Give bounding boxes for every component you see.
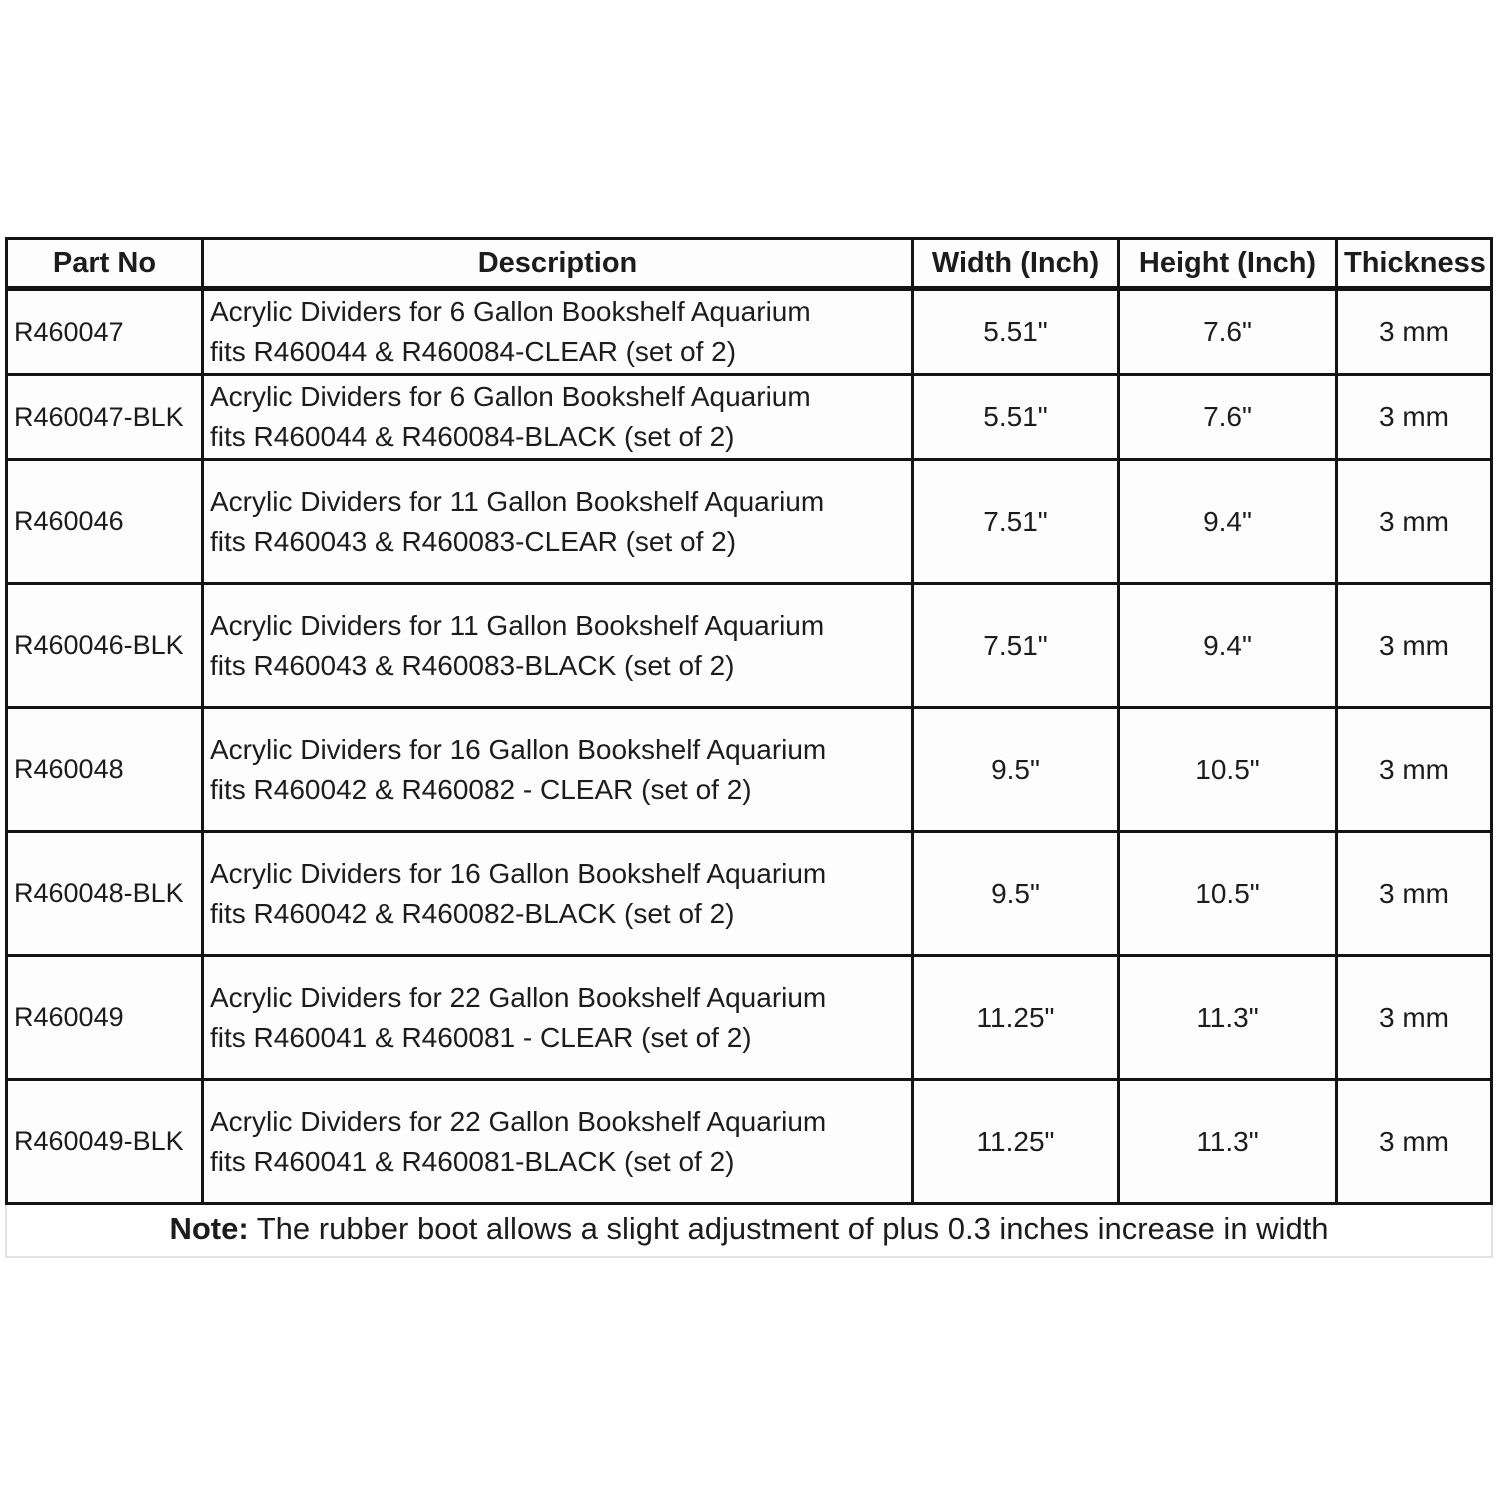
description-cell xyxy=(203,375,913,460)
part-no-cell: R460047 xyxy=(7,289,203,375)
description-line-1: Acrylic Dividers for 11 Gallon Bookshelf Aquarium xyxy=(210,609,825,641)
description-cell xyxy=(203,708,913,832)
height-cell: 7.6" xyxy=(1119,375,1337,460)
table-row xyxy=(7,956,1492,1080)
description-line-1: Acrylic Dividers for 22 Gallon Bookshelf Aquarium xyxy=(210,1105,827,1137)
height-cell: 9.4" xyxy=(1119,460,1337,584)
column-header-part-no: Part No xyxy=(7,239,203,289)
thickness-cell: 3 mm xyxy=(1337,956,1492,1080)
description-line-2: fits R460041 & R460081 - CLEAR (set of 2) xyxy=(210,1021,752,1053)
part-no-cell: R460049-BLK xyxy=(7,1080,203,1204)
note-label: Note: xyxy=(169,1211,249,1246)
description-cell xyxy=(203,956,913,1080)
spec-table-container xyxy=(5,237,1493,1258)
width-cell: 7.51" xyxy=(913,460,1119,584)
height-cell: 9.4" xyxy=(1119,584,1337,708)
height-cell: 10.5" xyxy=(1119,832,1337,956)
thickness-cell: 3 mm xyxy=(1337,375,1492,460)
description-line-1: Acrylic Dividers for 16 Gallon Bookshelf Aquarium xyxy=(210,857,827,889)
description-line-2: fits R460043 & R460083-CLEAR (set of 2) xyxy=(210,525,737,557)
table-row xyxy=(7,289,1492,375)
table-row xyxy=(7,375,1492,460)
thickness-cell: 3 mm xyxy=(1337,708,1492,832)
description-line-1: Acrylic Dividers for 22 Gallon Bookshelf Aquarium xyxy=(210,981,827,1013)
table-row xyxy=(7,832,1492,956)
description-cell xyxy=(203,289,913,375)
thickness-cell: 3 mm xyxy=(1337,832,1492,956)
height-cell: 11.3" xyxy=(1119,956,1337,1080)
description-line-1: Acrylic Dividers for 6 Gallon Bookshelf Aquarium xyxy=(210,296,811,328)
note-row xyxy=(5,1205,1493,1258)
width-cell: 5.51" xyxy=(913,289,1119,375)
description-cell xyxy=(203,584,913,708)
description-line-2: fits R460042 & R460082 - CLEAR (set of 2) xyxy=(210,773,752,805)
table-row xyxy=(7,584,1492,708)
part-no-cell: R460048-BLK xyxy=(7,832,203,956)
thickness-cell: 3 mm xyxy=(1337,584,1492,708)
width-cell: 9.5" xyxy=(913,708,1119,832)
description-cell xyxy=(203,1080,913,1204)
height-cell: 11.3" xyxy=(1119,1080,1337,1204)
table-row xyxy=(7,460,1492,584)
width-cell: 7.51" xyxy=(913,584,1119,708)
width-cell: 5.51" xyxy=(913,375,1119,460)
description-line-2: fits R460042 & R460082-BLACK (set of 2) xyxy=(210,897,735,929)
description-line-1: Acrylic Dividers for 16 Gallon Bookshelf Aquarium xyxy=(210,733,827,765)
description-line-2: fits R460043 & R460083-BLACK (set of 2) xyxy=(210,649,735,681)
description-line-1: Acrylic Dividers for 11 Gallon Bookshelf Aquarium xyxy=(210,485,825,517)
table-row xyxy=(7,1080,1492,1204)
width-cell: 9.5" xyxy=(913,832,1119,956)
column-header-description: Description xyxy=(203,239,913,289)
note-text: The rubber boot allows a slight adjustment of plus 0.3 inches increase in width xyxy=(248,1211,1329,1246)
width-cell: 11.25" xyxy=(913,1080,1119,1204)
table-row xyxy=(7,708,1492,832)
part-no-cell: R460047-BLK xyxy=(7,375,203,460)
column-header-thickness: Thickness xyxy=(1337,239,1492,289)
description-line-2: fits R460044 & R460084-CLEAR (set of 2) xyxy=(210,336,737,367)
header-row xyxy=(7,239,1492,289)
description-line-2: fits R460041 & R460081-BLACK (set of 2) xyxy=(210,1145,735,1177)
description-cell xyxy=(203,460,913,584)
part-no-cell: R460048 xyxy=(7,708,203,832)
description-cell xyxy=(203,832,913,956)
thickness-cell: 3 mm xyxy=(1337,460,1492,584)
width-cell: 11.25" xyxy=(913,956,1119,1080)
height-cell: 7.6" xyxy=(1119,289,1337,375)
height-cell: 10.5" xyxy=(1119,708,1337,832)
part-no-cell: R460046 xyxy=(7,460,203,584)
thickness-cell: 3 mm xyxy=(1337,1080,1492,1204)
description-line-1: Acrylic Dividers for 6 Gallon Bookshelf Aquarium xyxy=(210,381,811,413)
description-line-2: fits R460044 & R460084-BLACK (set of 2) xyxy=(210,421,735,452)
column-header-height: Height (Inch) xyxy=(1119,239,1337,289)
part-no-cell: R460046-BLK xyxy=(7,584,203,708)
spec-table xyxy=(5,237,1493,1205)
part-no-cell: R460049 xyxy=(7,956,203,1080)
column-header-width: Width (Inch) xyxy=(913,239,1119,289)
thickness-cell: 3 mm xyxy=(1337,289,1492,375)
